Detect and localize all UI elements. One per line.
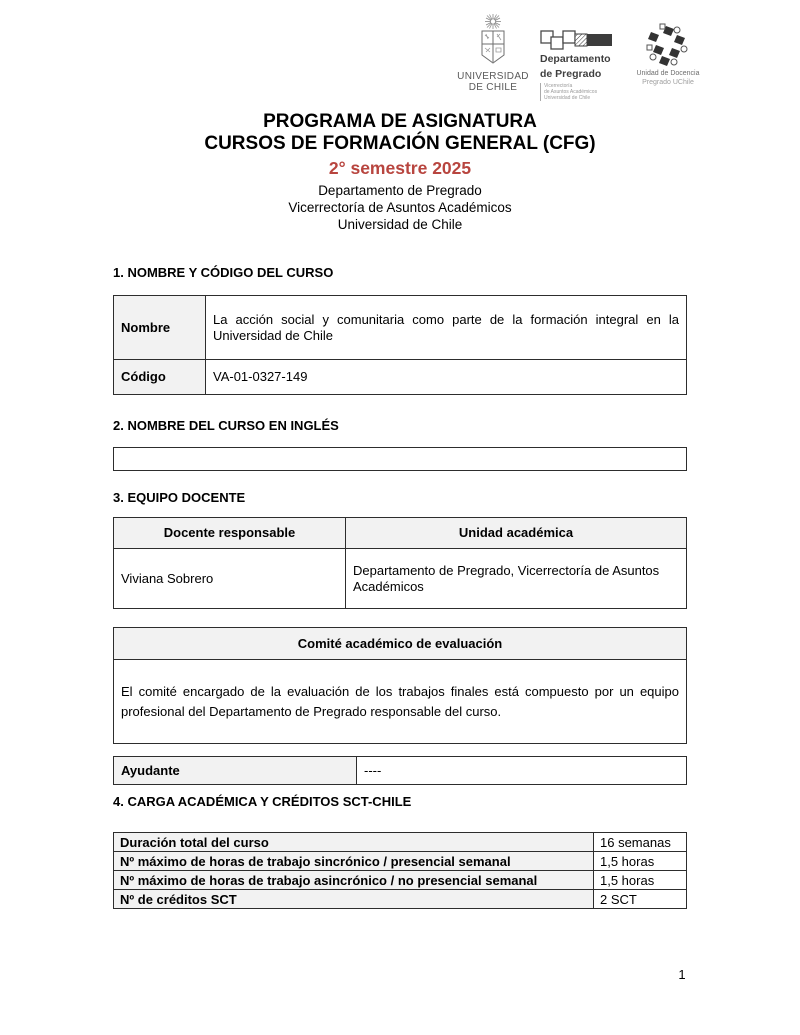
teaching-team-table xyxy=(113,517,687,609)
document-title-line1: PROGRAMA DE ASIGNATURA xyxy=(263,111,537,132)
title-block xyxy=(113,111,687,233)
pregrado-logo xyxy=(540,29,620,101)
docente-column-header: Docente responsable xyxy=(114,518,346,549)
pregrado-logo-subtext xyxy=(540,83,620,101)
pregrado-logo-sub1: Vicerrectoría xyxy=(544,83,573,89)
uchile-logo xyxy=(452,13,534,93)
assistant-label: Ayudante xyxy=(114,757,357,785)
uchile-crest-icon xyxy=(452,13,534,71)
async-hours-label: Nº máximo de horas de trabajo asincrónico / no presencial semanal xyxy=(114,871,594,890)
pregrado-logo-title2: de Pregrado xyxy=(540,67,602,80)
page-number: 1 xyxy=(678,967,686,982)
docencia-pinwheel-icon xyxy=(646,23,690,67)
section4-heading: 4. CARGA ACADÉMICA Y CRÉDITOS SCT-CHILE xyxy=(113,794,412,809)
table-row xyxy=(114,871,687,890)
table-header-row xyxy=(114,628,687,660)
pregrado-logo-title1: Departamento xyxy=(540,53,611,65)
sync-hours-label: Nº máximo de horas de trabajo sincrónico / presencial semanal xyxy=(114,852,594,871)
duration-value: 16 semanas xyxy=(594,833,687,852)
table-row xyxy=(114,890,687,909)
committee-body-text: El comité encargado de la evaluación de los trabajos finales está compuesto por un equipo profesional del Departamento de Pregrado responsable del curso. xyxy=(114,660,687,744)
docencia-logo-line2: Pregrado UChile xyxy=(642,78,694,86)
table-row xyxy=(114,660,687,744)
uchile-logo-line2: DE CHILE xyxy=(468,82,518,93)
document-title-line2: CURSOS DE FORMACIÓN GENERAL (CFG) xyxy=(204,133,596,154)
table-row xyxy=(114,757,687,785)
table-row xyxy=(114,360,687,395)
sct-credits-value: 2 SCT xyxy=(594,890,687,909)
sct-credits-label: Nº de créditos SCT xyxy=(114,890,594,909)
workload-table xyxy=(113,832,687,909)
name-code-table xyxy=(113,295,687,395)
course-name-label: Nombre xyxy=(114,296,206,360)
title-sub-dept: Departamento de Pregrado xyxy=(318,183,482,198)
pregrado-logo-sub3: Universidad de Chile xyxy=(544,95,591,101)
table-row xyxy=(114,296,687,360)
table-row xyxy=(114,852,687,871)
title-sub-vice: Vicerrectoría de Asuntos Académicos xyxy=(288,200,512,215)
course-name-value: La acción social y comunitaria como parte de la formación integral en la Universidad de Chile xyxy=(206,296,687,360)
unidad-column-header: Unidad académica xyxy=(346,518,687,549)
unidad-value: Departamento de Pregrado, Vicerrectoría de Asuntos Académicos xyxy=(346,549,687,609)
assistant-value: ---- xyxy=(357,757,687,785)
assistant-table xyxy=(113,756,687,785)
table-row xyxy=(114,833,687,852)
duration-label: Duración total del curso xyxy=(114,833,594,852)
english-name-box xyxy=(113,447,687,471)
docencia-logo-line1: Unidad de Docencia xyxy=(636,70,700,77)
course-code-label: Código xyxy=(114,360,206,395)
table-header-row xyxy=(114,518,687,549)
async-hours-value: 1,5 horas xyxy=(594,871,687,890)
pregrado-squares-icon xyxy=(540,29,614,51)
section3-heading: 3. EQUIPO DOCENTE xyxy=(113,490,246,505)
title-sub-univ: Universidad de Chile xyxy=(337,217,463,232)
section1-heading: 1. NOMBRE Y CÓDIGO DEL CURSO xyxy=(113,265,334,280)
logo-strip xyxy=(452,13,708,101)
pregrado-logo-sub2: de Asuntos Académicos xyxy=(544,89,598,95)
table-row xyxy=(114,549,687,609)
semester-line: 2° semestre 2025 xyxy=(328,158,472,178)
course-code-value: VA-01-0327-149 xyxy=(206,360,687,395)
committee-table xyxy=(113,627,687,744)
sync-hours-value: 1,5 horas xyxy=(594,852,687,871)
section2-heading: 2. NOMBRE DEL CURSO EN INGLÉS xyxy=(113,418,339,433)
docencia-logo xyxy=(628,23,708,87)
uchile-logo-line1: UNIVERSIDAD xyxy=(457,71,529,82)
title-subheader xyxy=(113,182,687,233)
docente-value: Viviana Sobrero xyxy=(114,549,346,609)
committee-header: Comité académico de evaluación xyxy=(114,628,687,660)
